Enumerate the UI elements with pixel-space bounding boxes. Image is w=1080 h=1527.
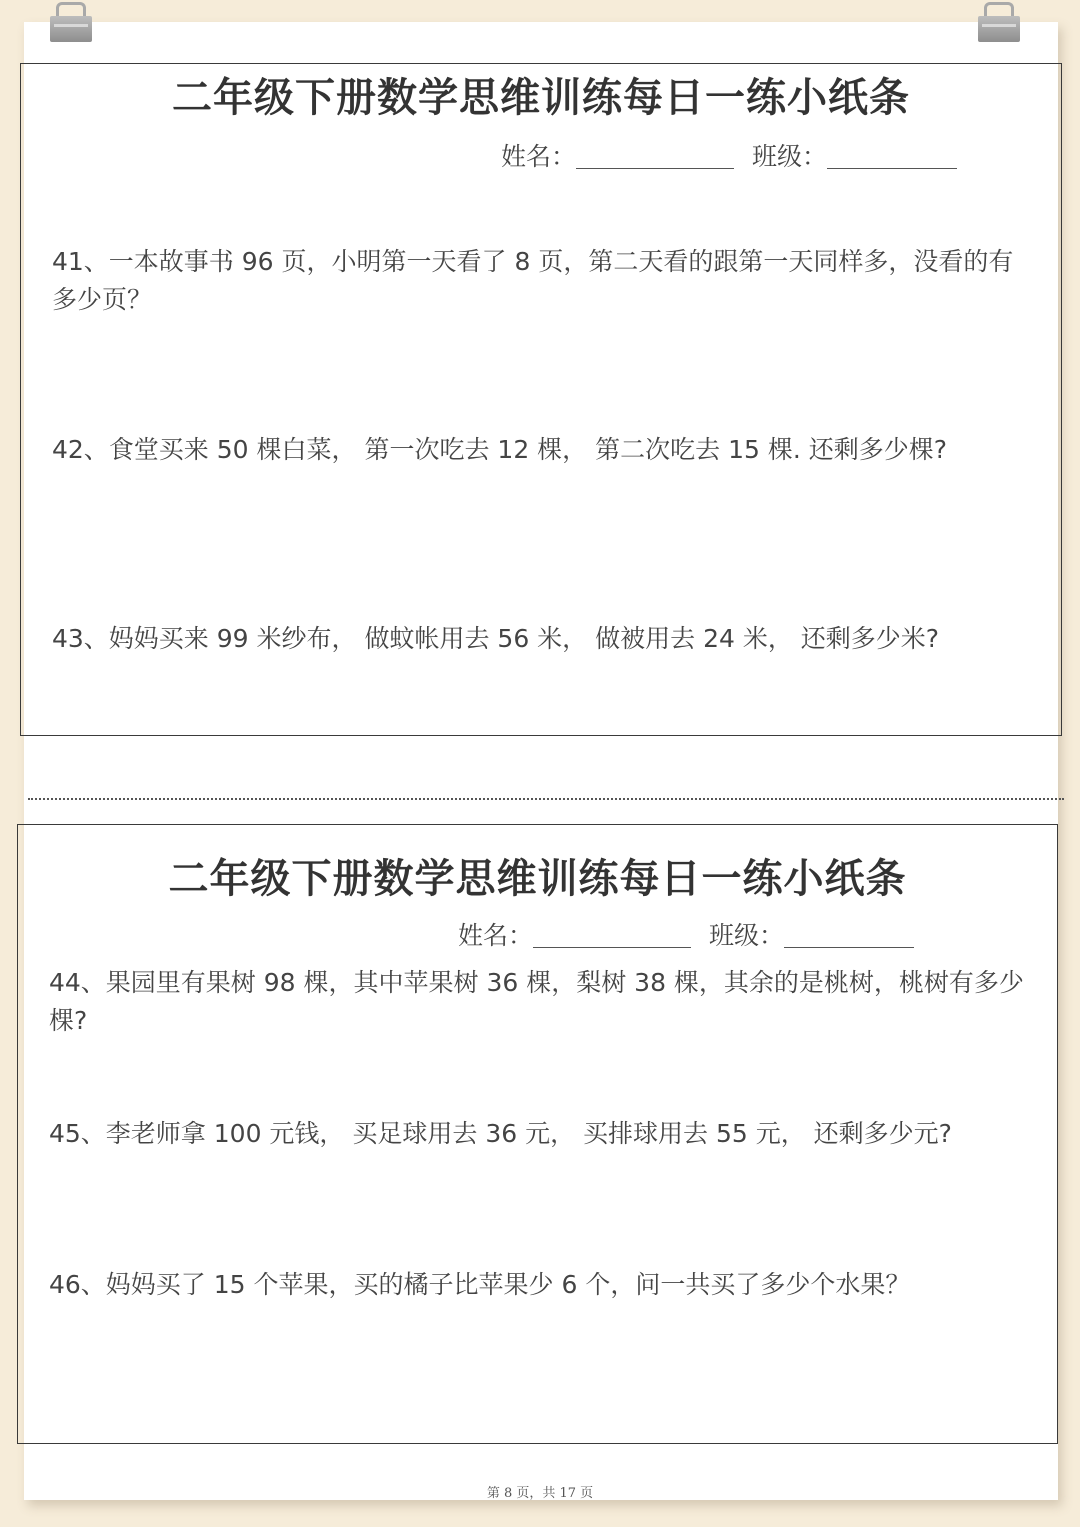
worksheet-title: 二年级下册数学思维训练每日一练小纸条 (172, 75, 910, 121)
name-label: 姓名： (501, 142, 577, 171)
worksheet-title: 二年级下册数学思维训练每日一练小纸条 (168, 856, 907, 902)
student-info-fields (458, 923, 914, 948)
cut-line-divider (28, 798, 1064, 800)
name-label: 姓名： (458, 921, 534, 950)
class-blank[interactable] (784, 923, 914, 948)
class-label: 班级： (709, 921, 785, 950)
question-42: 42、食堂买来 50 棵白菜， 第一次吃去 12 棵， 第二次吃去 15 棵. 还剩多少棵? (52, 435, 947, 464)
binder-clip-icon (50, 2, 92, 42)
question-41: 41、一本故事书 96 页，小明第一天看了 8 页，第二天看的跟第一天同样多，没看的有多少页？ (52, 247, 1014, 314)
question-43: 43、妈妈买来 99 米纱布， 做蚊帐用去 56 米， 做被用去 24 米， 还剩多少米? (52, 624, 940, 653)
name-blank[interactable] (576, 144, 734, 169)
question-44: 44、果园里有果树 98 棵，其中苹果树 36 棵，梨树 38 棵，其余的是桃树，桃树有多少棵? (49, 968, 1024, 1035)
student-info-fields (501, 144, 957, 169)
class-blank[interactable] (827, 144, 957, 169)
question-46: 46、妈妈买了 15 个苹果，买的橘子比苹果少 6 个，问一共买了多少个水果？ (49, 1270, 911, 1299)
worksheet-card-1 (20, 63, 1062, 736)
worksheet-card-2 (17, 824, 1058, 1444)
binder-clip-icon (978, 2, 1020, 42)
name-blank[interactable] (533, 923, 691, 948)
page-number-footer: 第 8 页，共 17 页 (486, 1486, 594, 1501)
question-45: 45、李老师拿 100 元钱， 买足球用去 36 元， 买排球用去 55 元， 还剩多少元? (49, 1119, 952, 1148)
class-label: 班级： (752, 142, 828, 171)
